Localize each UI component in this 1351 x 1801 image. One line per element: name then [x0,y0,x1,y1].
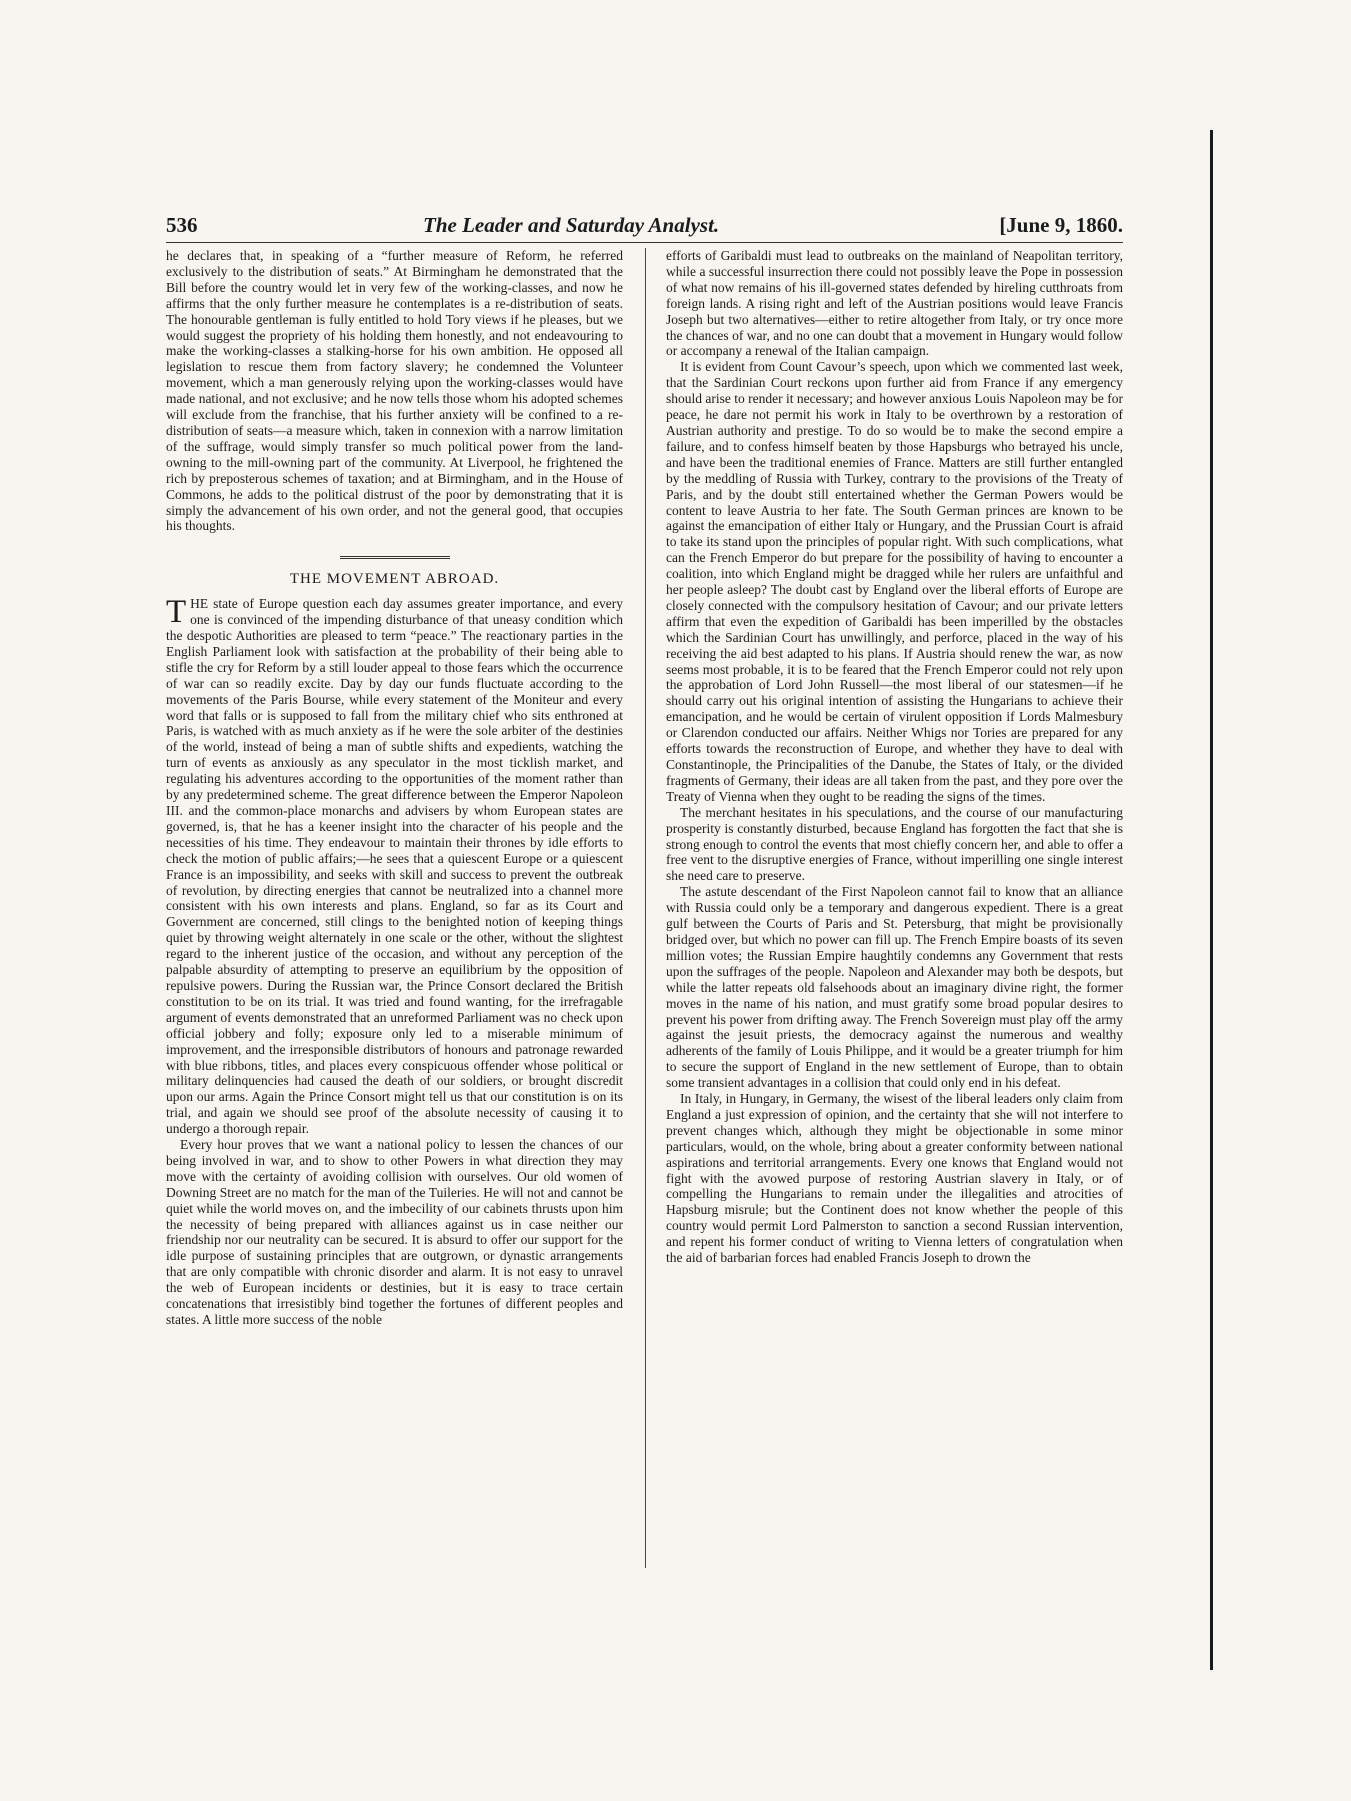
section-separator [340,556,450,562]
issue-date: [June 9, 1860. [999,213,1123,237]
right-column [666,248,1123,1266]
drop-cap: T [166,594,187,631]
left-column [166,248,623,1328]
section-title: THE MOVEMENT ABROAD. [289,571,500,588]
article-paragraph: efforts of Garibaldi must lead to outbreaks on the mainland of Neapolitan territory, while a successful insurrection there could not possibly leave the Pope in possession of what now remains of his ill-governed states defended by hireling cutthroats from foreign lands. A rising right and left of the Austrian positions would leave Francis Joseph but two alternatives—either to retire altogether from Italy, or try once more the chances of war, and no one can doubt that a movement in Hungary would follow or accompany a renewal of the Italian campaign. [666,248,1123,359]
publication-title: The Leader and Saturday Analyst. [423,213,720,237]
page-edge-shadow [1210,130,1213,1670]
page-header [166,213,1123,243]
article-paragraph: The merchant hesitates in his speculations, and the course of our manufacturing prosperity is constantly disturbed, because England has forgotten the fact that she is strong enough to control the events that most chiefly concern her, and able to offer a free vent to the disruptive energies of France, without imperilling one single interest she need care to preserve. [666,804,1123,884]
article-paragraph: It is evident from Count Cavour’s speech, upon which we commented last week, that the Sardinian Court reckons upon further aid from France if any emergency should arise to render it necessary; and however anxious Louis Napoleon may be for peace, he dare not permit his work in Italy to be overthrown by a restoration of Austrian authority and prestige. To do so would be to make the second empire a failure, and to confess himself beaten by those Hapsburgs who betrayed his uncle, and have been the traditional enemies of France. Matters are still further entangled by the meddling of Russia with Turkey, contrary to the provisions of the Treaty of Paris, and by the doubt still entertained whether the German Powers would be content to leave Austria to her fate. The South German princes are known to be against the emancipation of either Italy or Hungary, and the Prussian Court is afraid to take its stand upon the principles of popular right. With such complications, what can the French Emperor do but prepare for the possibility of having to encounter a coalition, into which England might be dragged while her rulers are unfaithful and her people asleep? The doubt cast by England over the liberal efforts of Europe are closely connected with the compulsory hesitation of Cavour; and our private letters affirm that even the expedition of Garibaldi has been imperilled by the obstacles which the Sardinian Court has unwillingly, and perforce, placed in the way of his receiving the aid best adapted to his plans. If Austria should renew the war, as now seems most probable, it is to be feared that the French Emperor could not rely upon the approbation of Lord John Russell—the most liberal of our statesmen—if he should carry out his original intention of assisting the Hungarians to achieve their emancipation, and he would be certain of virulent opposition if Lords Malmesbury or Clarendon conducted our affairs. Neither Whigs nor Tories are prepared for any efforts towards the reconstruction of Europe, and whether they have to deal with Constantinople, the Principalities of the Danube, the States of Italy, or the divided fragments of Germany, their ideas are all taken from the past, and they pore over the Treaty of Vienna when they ought to be reading the signs of the times. [666,359,1123,804]
column-divider [645,248,646,1568]
continued-paragraph: he declares that, in speaking of a “further measure of Reform, he referred exclusively to the distribution of seats.” At Birmingham he demonstrated that the Bill before the country would let in very few of the working-classes, and now he affirms that the only further measure he contemplates is a re-distribution of seats. The honourable gentleman is fully entitled to hold Tory views if he pleases, but we would suggest the propriety of his holding them honestly, and not endeavouring to make the working-classes a stalking-horse for his own ambition. He opposed all legislation to rescue them from factory slavery; he condemned the Volunteer movement, which a man generously relying upon the working-classes would have made national, and not exclusive; and he now tells those whom his adopted schemes will exclude from the franchise, that his further anxiety will be confined to a re-distribution of seats—a measure which, taken in connexion with a narrow limitation of the suffrage, would simply transfer so much political power from the land-owning to the mill-owning part of the community. At Liverpool, he frightened the rich by preposterous schemes of taxation; and at Birmingham, and in the House of Commons, he adds to the political distrust of the poor by demonstrating that it is simply the advancement of his own order, and not the general good, that occupies his thoughts. [166,248,623,534]
article-paragraph: Every hour proves that we want a national policy to lessen the chances of our being involved in war, and to show to other Powers in what direction they may move with the certainty of avoiding collision with ourselves. Our old women of Downing Street are no match for the man of the Tuileries. He will not and cannot be quiet while the world moves on, and the imbecility of our cabinets thrusts upon him the necessity of being prepared with alliances against us in case neither our friendship nor our neutrality can be secured. It is absurd to offer our support for the idle purpose of sustaining principles that are outgrown, or dynastic arrangements that are only compatible with chronic disorder and alarm. It is not easy to unravel the web of European incidents or destinies, but it is easy to trace certain concatenations that irresistibly bind together the fortunes of different peoples and states. A little more success of the noble [166,1137,623,1327]
article-paragraph: The astute descendant of the First Napoleon cannot fail to know that an alliance with Russia could only be a temporary and dangerous expedient. There is a great gulf between the Courts of Paris and St. Petersburg, that might be provisionally bridged over, but which no power can fill up. The French Empire boasts of its seven million votes; the Russian Empire haughtily condemns any Government that rests upon the suffrages of the people. Napoleon and Alexander may both be despots, but while the latter repeats old falsehoods about an imaginary divine right, the former moves in the name of his nation, and must gratify some broad popular desires to prevent his power from drifting away. The French Sovereign must play off the army against the jesuit priests, the democracy against the numerous and wealthy adherents of the family of Louis Philippe, and it would be a greater triumph for him to secure the support of England in the new settlement of Europe, than to obtain some transient advantages in a collision that could only end in his defeat. [666,884,1123,1091]
article-paragraph [166,596,623,1137]
page-number: 536 [166,213,198,237]
article-paragraph-text: HE state of Europe question each day assumes greater importance, and every one is convinced of the impending disturbance of that uneasy condition which the despotic Authorities are pleased to term “peace.” The reactionary parties in the English Parliament look with satisfaction at the probability of their being able to stifle the cry for Reform by a still louder appeal to those fears which the occurrence of war can so readily excite. Day by day our funds fluctuate according to the movements of the Paris Bourse, while every statement of the Moniteur and every word that falls or is supposed to fall from the military chief who sits enthroned at Paris, is watched with as much anxiety as if he were the sole arbiter of the destinies of the world, instead of being a man of subtle shifts and expedients, watching the turn of events as anxiously as any speculator in the most ticklish market, and regulating his adventures according to the opportunities of the moment rather than by any predetermined scheme. The great difference between the Emperor Napoleon III. and the common-place monarchs and advisers by whom European states are governed, is, that he has a keener insight into the character of his people and the necessities of his time. They endeavour to maintain their thrones by idle efforts to check the motion of public affairs;—he sees that a quiescent Europe or a quiescent France is an impossibility, and seeks with skill and success to prevent the outbreak of revolution, by directing energies that cannot be neutralized into a channel more consistent with his own interests and plans. England, so far as its Court and Government are concerned, still clings to the benighted notion of keeping things quiet by throwing weight alternately in one scale or the other, without the slightest regard to the inherent justice of the occasion, and without any perception of the palpable absurdity of attempting to preserve an equilibrium by the opposition of repulsive powers. During the Russian war, the Prince Consort declared the British constitution to be on its trial. It was tried and found wanting, for the irrefragable argument of events demonstrated that an unreformed Parliament was no check upon official jobbery and folly; exposure only led to a miserable minimum of improvement, and the irresponsible distributors of honours and patronage rewarded with blue ribbons, titles, and places every conspicuous offender whose political or military delinquencies had caused the death of our soldiers, or brought discredit upon our arms. Again the Prince Consort might tell us that our constitution is on its trial, and again we should see proof of the absolute necessity of causing it to undergo a thorough repair. [166,596,623,1137]
header-rule [166,242,1123,243]
article-paragraph: In Italy, in Hungary, in Germany, the wisest of the liberal leaders only claim from England a just expression of opinion, and the certainty that she will not interfere to prevent changes which, although they might be objectionable in some minor particulars, would, on the whole, bring about a greater conformity between national aspirations and territorial arrangements. Every one knows that England would not fight with the avowed purpose of restoring Austrian slavery in Italy, or of compelling the Hungarians to remain under the illegalities and atrocities of Hapsburg misrule; but the Continent does not know whether the people of this country would permit Lord Palmerston to sanction a second Russian intervention, and repent his former conduct of writing to Vienna letters of congratulation when the aid of barbarian forces had enabled Francis Joseph to drown the [666,1091,1123,1266]
